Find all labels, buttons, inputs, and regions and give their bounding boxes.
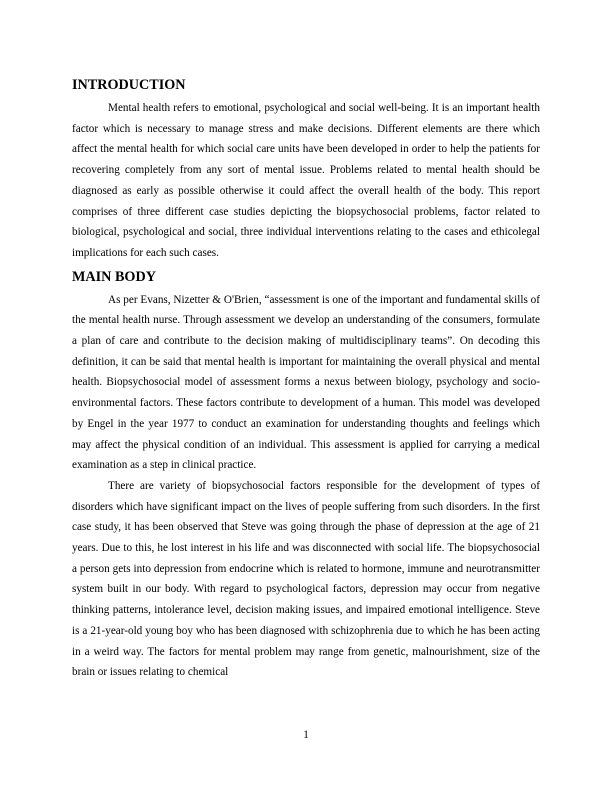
- main-body-paragraph-1: As per Evans, Nizetter & O'Brien, “assessment is one of the important and fundamental skills of the mental health nurse. Through assessment we develop an understanding of the consumers, formulate a plan of care and contribute to the decision making of multidisciplinary teams”. On decoding this definition, it can be said that mental health is important for maintaining the overall physical and mental health. Biopsychosocial model of assessment forms a nexus between biology, psychology and socio-environmental factors. These factors contribute to development of a human. This model was developed by Engel in the year 1977 to conduct an examination for understanding thoughts and feelings which may affect the physical condition of an individual. This assessment is applied for carrying a medical examination as a step in clinical practice.: [72, 293, 540, 472]
- introduction-paragraph: Mental health refers to emotional, psychological and social well-being. It is an important health factor which is necessary to manage stress and make decisions. Different elements are there which affect the mental health for which social care units have been developed in order to help the patients for recovering completely from any sort of mental issue. Problems related to mental health should be diagnosed as early as possible otherwise it could affect the overall health of the body. This report comprises of three different case studies depicting the biopsychosocial problems, factor related to biological, psychological and social, three individual interventions relating to the cases and ethicolegal implications for each such cases.: [72, 102, 540, 259]
- page-number: 1: [303, 729, 309, 741]
- section-heading-introduction: INTRODUCTION: [72, 77, 186, 93]
- main-body-paragraph-2: There are variety of biopsychosocial factors responsible for the development of types of disorders which have significant impact on the lives of people suffering from such disorders. In the first case study, it has been observed that Steve was going through the phase of depression at the age of 21 years. Due to this, he lost interest in his life and was disconnected with social life. The biopsychosocial a person gets into depression from endocrine which is related to hormone, immune and neurotransmitter system built in our body. With regard to psychological factors, depression may occur from negative thinking patterns, intolerance level, decision making issues, and impaired emotional intelligence. Steve is a 21-year-old young boy who has been diagnosed with schizophrenia due to which he has been acting in a weird way. The factors for mental problem may range from genetic, malnourishment, size of the brain or issues relating to chemical: [72, 479, 540, 679]
- section-heading-main-body: MAIN BODY: [72, 268, 156, 285]
